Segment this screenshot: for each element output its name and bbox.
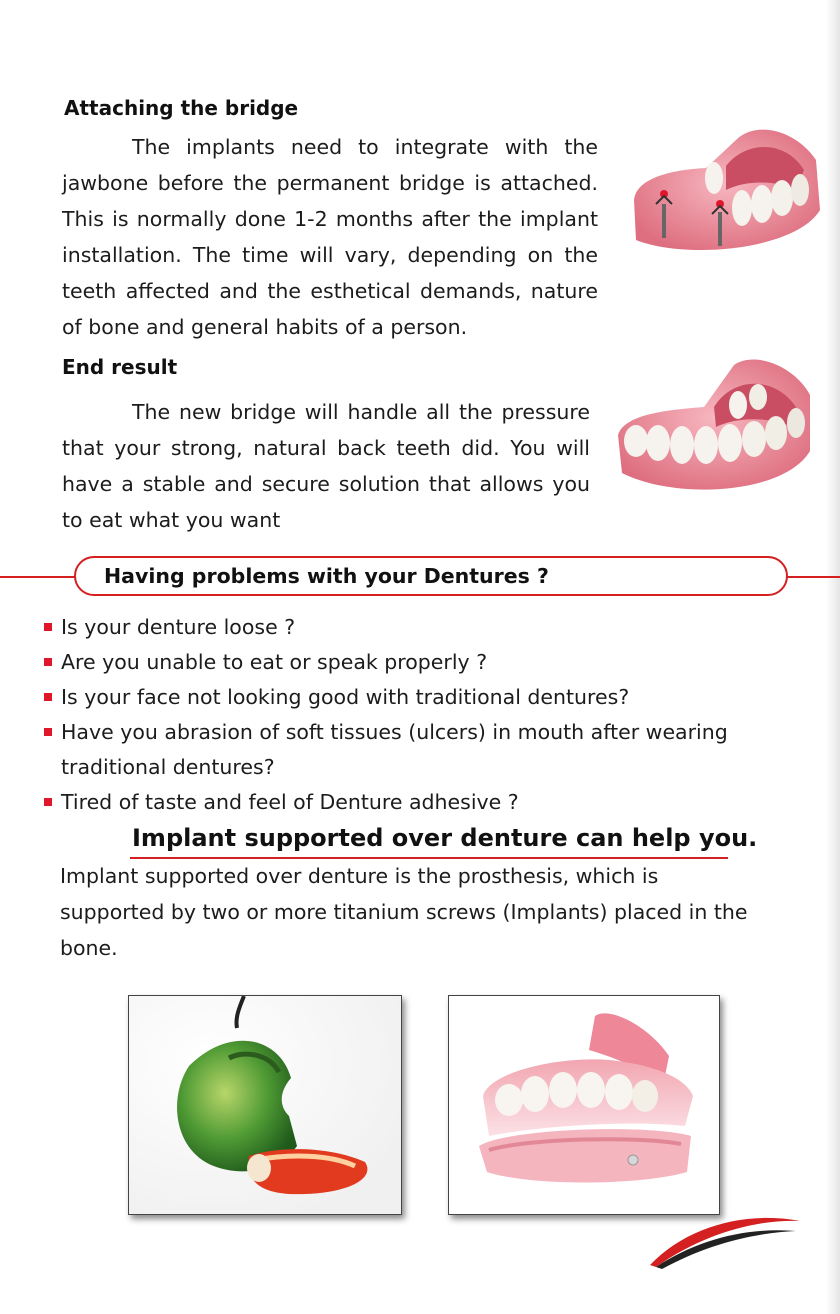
bullet-square-icon	[44, 728, 52, 736]
list-item: Tired of taste and feel of Denture adhesive ?	[44, 785, 784, 820]
overdenture-photo	[448, 995, 720, 1215]
implant-line-1: Implant supported over denture is the prosthesis, which is	[60, 864, 659, 888]
end-result-text	[62, 394, 590, 538]
bullet-square-icon	[44, 658, 52, 666]
attaching-line-5: teeth affected and the esthetical demands, nature	[62, 279, 598, 303]
bullet-square-icon	[44, 798, 52, 806]
end-result-heading: End result	[62, 355, 178, 379]
bullet-square-icon	[44, 623, 52, 631]
questions-list	[44, 610, 784, 820]
attaching-bridge-heading: Attaching the bridge	[64, 96, 299, 120]
attaching-line-1: The implants need to integrate with the	[132, 135, 598, 159]
jaw-with-implants-icon	[626, 120, 822, 260]
implant-heading: Implant supported over denture can help you.	[132, 824, 758, 852]
banner-line-right	[786, 576, 840, 578]
end-line-1: The new bridge will handle all the pressure	[132, 400, 590, 424]
apple-photo	[128, 995, 402, 1215]
implant-line-2: supported by two or more titanium screws (Implants) placed in the	[60, 900, 748, 924]
attaching-line-3: This is normally done 1-2 months after the implant	[62, 207, 598, 231]
decorative-swoosh-icon	[648, 1205, 804, 1269]
end-line-2: that your strong, natural back teeth did. You will	[62, 436, 590, 460]
bullet-square-icon	[44, 693, 52, 701]
implant-line-3: bone.	[60, 936, 118, 960]
banner-title: Having problems with your Dentures ?	[104, 564, 549, 588]
attaching-line-2: jawbone before the permanent bridge is attached.	[62, 171, 598, 195]
list-item: Are you unable to eat or speak properly ?	[44, 645, 784, 680]
attaching-bridge-text	[62, 129, 598, 345]
banner-line-left	[0, 576, 76, 578]
list-item: Is your denture loose ?	[44, 610, 784, 645]
implant-text	[60, 858, 784, 966]
end-line-3: have a stable and secure solution that allows you	[62, 472, 590, 496]
bitten-apple-with-denture-icon	[129, 996, 401, 1214]
jaw-with-bridge-icon	[614, 355, 814, 500]
end-line-4: to eat what you want	[62, 508, 281, 532]
attaching-line-4: installation. The time will vary, depending on the	[62, 243, 598, 267]
page-edge-shadow	[826, 0, 840, 1314]
attaching-line-6: of bone and general habits of a person.	[62, 315, 468, 339]
list-item: Is your face not looking good with traditional dentures?	[44, 680, 784, 715]
list-item: Have you abrasion of soft tissues (ulcers) in mouth after wearing traditional dentures?	[44, 715, 784, 785]
overdenture-on-implants-icon	[449, 996, 719, 1214]
